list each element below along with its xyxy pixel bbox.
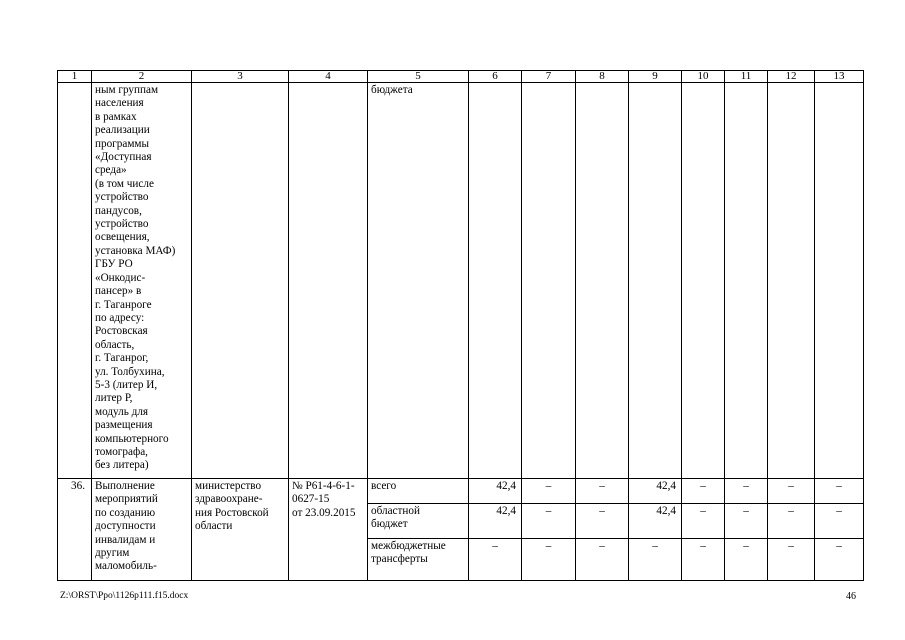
value-cell: – [576, 479, 629, 504]
value-cell: – [576, 539, 629, 581]
column-header: 8 [576, 71, 629, 83]
entry-number: 36. [58, 479, 92, 581]
value-cell: – [469, 539, 522, 581]
empty-cell [768, 83, 815, 479]
empty-cell [629, 83, 682, 479]
empty-cell [682, 83, 725, 479]
empty-cell [289, 83, 368, 479]
value-cell: 42,4 [469, 504, 522, 539]
value-cell: – [682, 504, 725, 539]
entry-executor: министерство здравоохране- ния Ростовской области [192, 479, 289, 581]
continued-title-cell: ным группам населения в рамках реализации программы «Доступная среда» (в том числе устройство пандусов, устройство освещения, установка МАФ) ГБУ РО «Онкодис- пансер» в г. Таганроге по адресу: Ростовская область, г. Таганрог, ул. Толбухина, 5-3 (литер И, литер Р, модуль для размещения компьютерного томографа, без литера) [92, 83, 192, 479]
value-cell: – [815, 539, 864, 581]
column-header: 1 [58, 71, 92, 83]
value-cell: – [682, 539, 725, 581]
entry-title: Выполнение мероприятий по созданию доступности инвалидам и другим маломобиль- [92, 479, 192, 581]
value-cell: – [576, 504, 629, 539]
value-cell: – [725, 504, 768, 539]
column-number-row [58, 71, 864, 83]
value-cell: – [682, 479, 725, 504]
value-cell: 42,4 [629, 504, 682, 539]
empty-cell [522, 83, 576, 479]
continued-source-cell: бюджета [368, 83, 469, 479]
page-number: 46 [846, 591, 856, 602]
funding-source: всего [368, 479, 469, 504]
column-header: 6 [469, 71, 522, 83]
value-cell: – [815, 479, 864, 504]
empty-cell [469, 83, 522, 479]
document-table [57, 70, 864, 581]
column-header: 2 [92, 71, 192, 83]
value-cell: – [815, 504, 864, 539]
column-header: 11 [725, 71, 768, 83]
column-header: 13 [815, 71, 864, 83]
empty-cell [576, 83, 629, 479]
column-header: 5 [368, 71, 469, 83]
value-cell: – [768, 504, 815, 539]
value-cell: – [629, 539, 682, 581]
value-cell: – [522, 504, 576, 539]
value-cell: 42,4 [629, 479, 682, 504]
entry-document: № Р61-4-6-1- 0627-15 от 23.09.2015 [289, 479, 368, 581]
funding-source: межбюджетные трансферты [368, 539, 469, 581]
value-cell: 42,4 [469, 479, 522, 504]
entry-row-total [58, 479, 864, 504]
column-header: 7 [522, 71, 576, 83]
empty-cell [725, 83, 768, 479]
column-header: 10 [682, 71, 725, 83]
value-cell: – [725, 479, 768, 504]
footer-file-path: Z:\ORST\Ppo\1126p111.f15.docx [60, 591, 189, 601]
value-cell: – [768, 479, 815, 504]
column-header: 9 [629, 71, 682, 83]
empty-cell [192, 83, 289, 479]
funding-source: областной бюджет [368, 504, 469, 539]
empty-cell [815, 83, 864, 479]
value-cell: – [725, 539, 768, 581]
value-cell: – [522, 479, 576, 504]
continuation-row [58, 83, 864, 479]
column-header: 3 [192, 71, 289, 83]
value-cell: – [768, 539, 815, 581]
value-cell: – [522, 539, 576, 581]
column-header: 4 [289, 71, 368, 83]
column-header: 12 [768, 71, 815, 83]
empty-cell [58, 83, 92, 479]
